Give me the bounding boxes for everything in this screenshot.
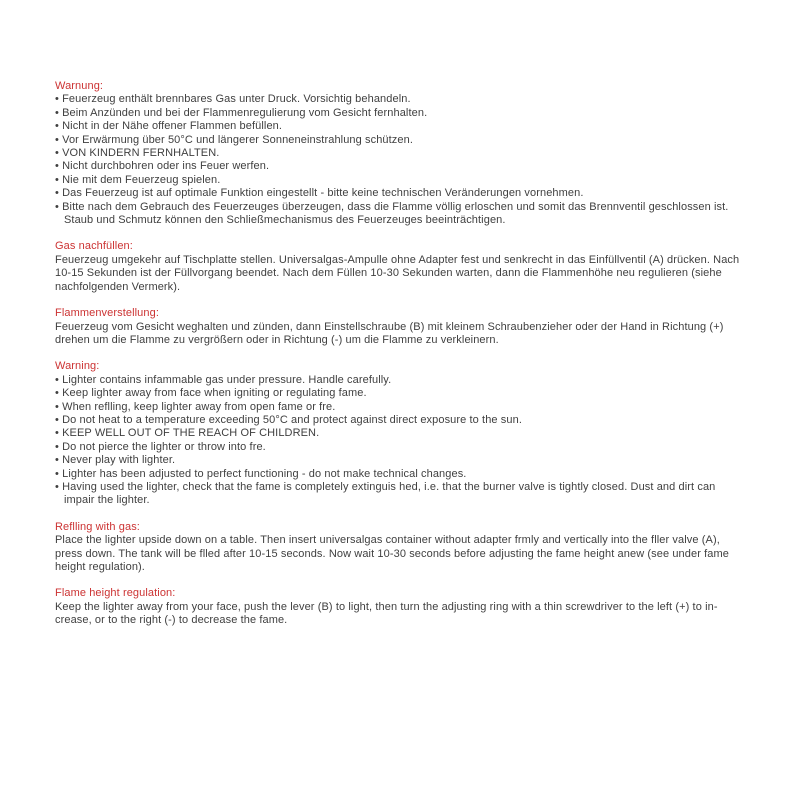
section-paragraph: Place the lighter upside down on a table. Then insert universalgas container without adapter frmly and vertically into the fller valve (A), press down. The tank will be flled after 10-15 seconds. Now wait 10-30 seconds before adjusting the fame height anew (see under fame height regulation). [55,534,729,573]
section-heading: Warnung: [55,80,104,92]
section-paragraph: Keep the lighter away from your face, push the lever (B) to light, then turn the adjusting ring with a thin screwdriver to the left (+) to in-crease, or to the right (-) to decrease the fame. [55,600,718,627]
bullet-item: • Nicht in der Nähe offener Flammen befüllen. [55,120,749,133]
bullet-item: • Bitte nach dem Gebrauch des Feuerzeuges überzeugen, dass die Flamme völlig erloschen und somit das Brennventil geschlossen ist. Staub und Schmutz können den Schließmechanismus des Feuerzeuges beeinträchtigen. [55,201,749,228]
section-gas-nachfuellen-de [55,240,749,294]
bullet-item: • Never play with lighter. [55,454,749,467]
bullet-item: • VON KINDERN FERNHALTEN. [55,147,749,160]
section-flame-height-en [55,587,749,627]
bullet-item: • Having used the lighter, check that the fame is completely extinguis hed, i.e. that the burner valve is tightly closed. Dust and dirt can impair the lighter. [55,481,749,508]
section-heading: Warning: [55,360,100,373]
section-refilling-en [55,521,749,575]
bullet-item: • Nie mit dem Feuerzeug spielen. [55,174,749,187]
bullet-item: • Do not pierce the lighter or throw into fre. [55,441,749,454]
section-flammenverstellung-de [55,307,749,347]
bullet-item: • Keep lighter away from face when igniting or regulating fame. [55,387,749,400]
section-paragraph: Feuerzeug vom Gesicht weghalten und zünden, dann Einstellschraube (B) mit kleinem Schraubenzieher oder der Hand in Richtung (+) drehen um die Flamme zu vergrößern oder in Richtung (-) um die Flamme zu verkleinern. [55,320,724,346]
section-heading: Gas nachfüllen: [55,240,133,253]
bullet-item: • Vor Erwärmung über 50°C und längerer Sonneneinstrahlung schützen. [55,134,749,147]
bullet-item: • Das Feuerzeug ist auf optimale Funktion eingestellt - bitte keine technischen Veränderungen vornehmen. [55,187,749,200]
section-heading: Flame height regulation: [55,587,176,600]
section-heading: Flammenverstellung: [55,307,159,320]
bullet-item: • Lighter contains infammable gas under pressure. Handle carefully. [55,374,749,387]
bullet-item: • Feuerzeug enthält brennbares Gas unter Druck. Vorsichtig behandeln. [55,93,749,106]
bullet-item: • Lighter has been adjusted to perfect functioning - do not make technical changes. [55,468,749,481]
bullet-item: • When reflling, keep lighter away from open fame or fre. [55,401,749,414]
section-heading: Reflling with gas: [55,520,140,533]
bullet-item: • Nicht durchbohren oder ins Feuer werfen. [55,160,749,173]
bullet-item: • KEEP WELL OUT OF THE REACH OF CHILDREN. [55,427,749,440]
section-warning-en [55,360,749,507]
bullet-item: • Beim Anzünden und bei der Flammenregulierung vom Gesicht fernhalten. [55,107,749,120]
section-warnung-de [55,80,749,227]
section-paragraph: Feuerzeug umgekehr auf Tischplatte stellen. Universalgas-Ampulle ohne Adapter fest und senkrecht in das Einfüllventil (A) drücken. Nach 10-15 Sekunden ist der Füllvorgang beendet. Nach dem Füllen 10-30 Sekunden warten, dann die Flammenhöhe neu regulieren (siehe nachfolgenden Vermerk). [55,253,740,293]
bullet-item: • Do not heat to a temperature exceeding 50°C and protect against direct exposure to the sun. [55,414,749,427]
